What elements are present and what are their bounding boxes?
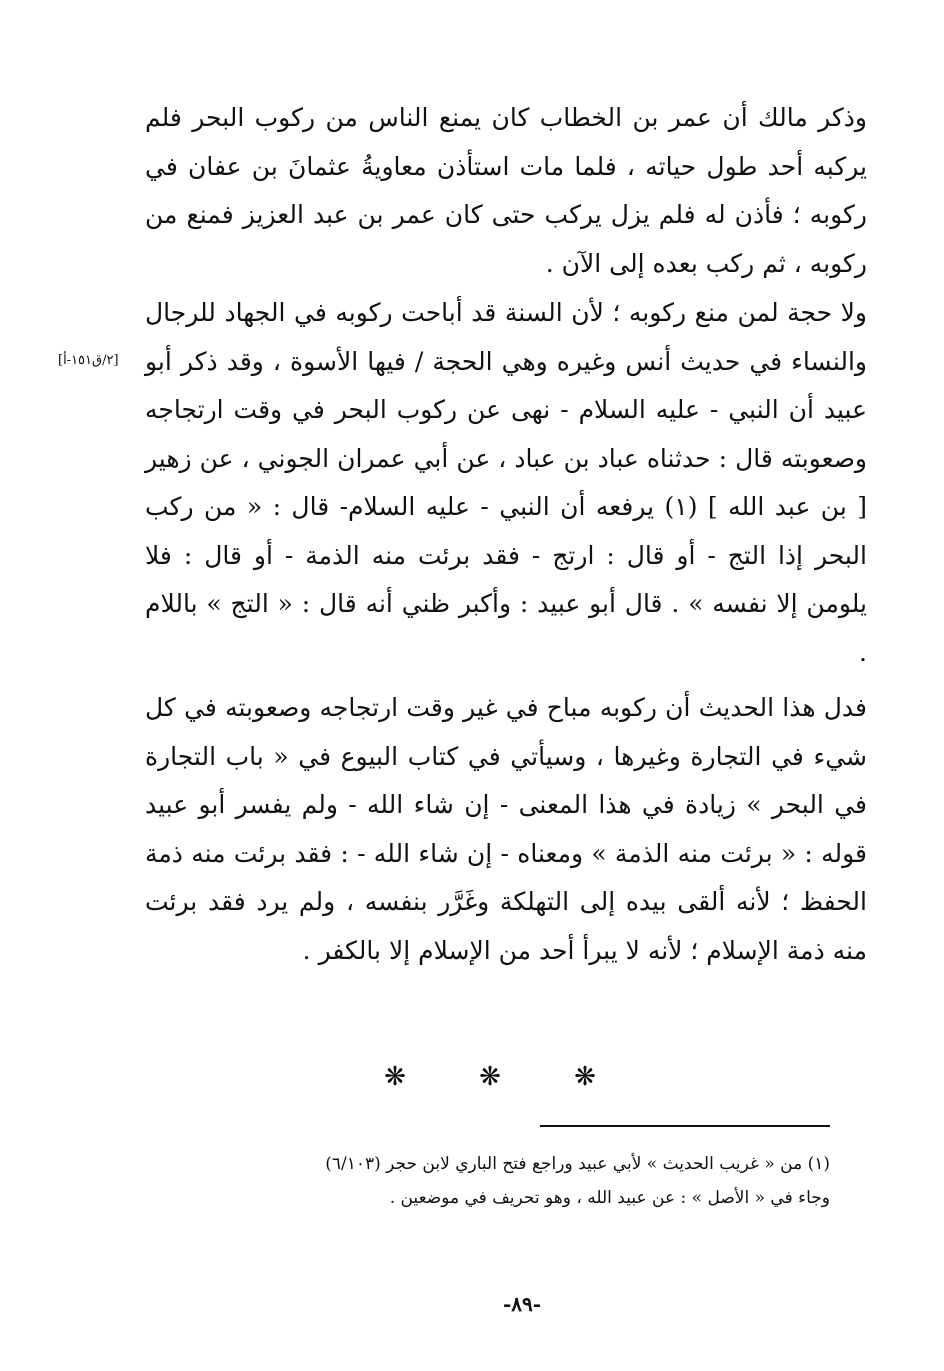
paragraph-1: وذكر مالك أن عمر بن الخطاب كان يمنع الناس من ركوب البحر فلم يركبه أحد طول حياته ، فلما مات استأذن معاويةُ عثمانَ بن عفان في ركوبه ؛ فأذن له فلم يزل يركب حتى كان عمر بن عبد العزيز فمنع من ركوبه ، ثم ركب بعده إلى الآن . [145, 103, 867, 278]
star-ornament-icon: ❋ [384, 1062, 406, 1092]
footnote-divider [540, 1125, 830, 1127]
page-number: -٨٩- [502, 1292, 542, 1316]
manuscript-folio-marker: [٢/ق١٥١-أ] [58, 353, 119, 368]
star-ornament-icon: ❋ [574, 1062, 596, 1092]
footnote-line-2: وجاء في « الأصل » : عن عبيد الله ، وهو تحريف في موضعين . [389, 1188, 830, 1208]
footnotes [140, 1147, 830, 1215]
section-separator [380, 1062, 600, 1092]
footnote-line-1: (١) من « غريب الحديث » لأبي عبيد وراجع فتح الباري لابن حجر (٦/١٠٣) [325, 1154, 830, 1174]
paragraph-2: ولا حجة لمن منع ركوبه ؛ لأن السنة قد أباحت ركوبه في الجهاد للرجال والنساء في حديث أنس وغيره وهي الحجة / فيها الأسوة ، وقد ذكر أبو عبيد أن النبي - عليه السلام - نهى عن ركوب البحر في وقت ارتجاجه وصعوبته قال : حدثناه عباد بن عباد ، عن أبي عمران الجوني ، عن زهير [ بن عبد الله ] (١) يرفعه أن النبي - عليه السلام- قال : « من ركب البحر إذا التج - أو قال : ارتج - فقد برئت منه الذمة - أو قال : فلا يلومن إلا نفسه » . قال أبو عبيد : وأكبر ظني أنه قال : « التج » باللام . [145, 298, 867, 667]
star-ornament-icon: ❋ [479, 1062, 501, 1092]
paragraph-3: فدل هذا الحديث أن ركوبه مباح في غير وقت ارتجاجه وصعوبته في كل شيء في التجارة وغيرها ، وسيأتي في كتاب البيوع في « باب التجارة في البحر » زيادة في هذا المعنى - إن شاء الله - ولم يفسر أبو عبيد قوله : « برئت منه الذمة » ومعناه - إن شاء الله - : فقد برئت منه ذمة الحفظ ؛ لأنه ألقى بيده إلى التهلكة وغَرَّر بنفسه ، ولم يرد فقد برئت منه ذمة الإسلام ؛ لأنه لا يبرأ أحد من الإسلام إلا بالكفر . [145, 693, 867, 965]
